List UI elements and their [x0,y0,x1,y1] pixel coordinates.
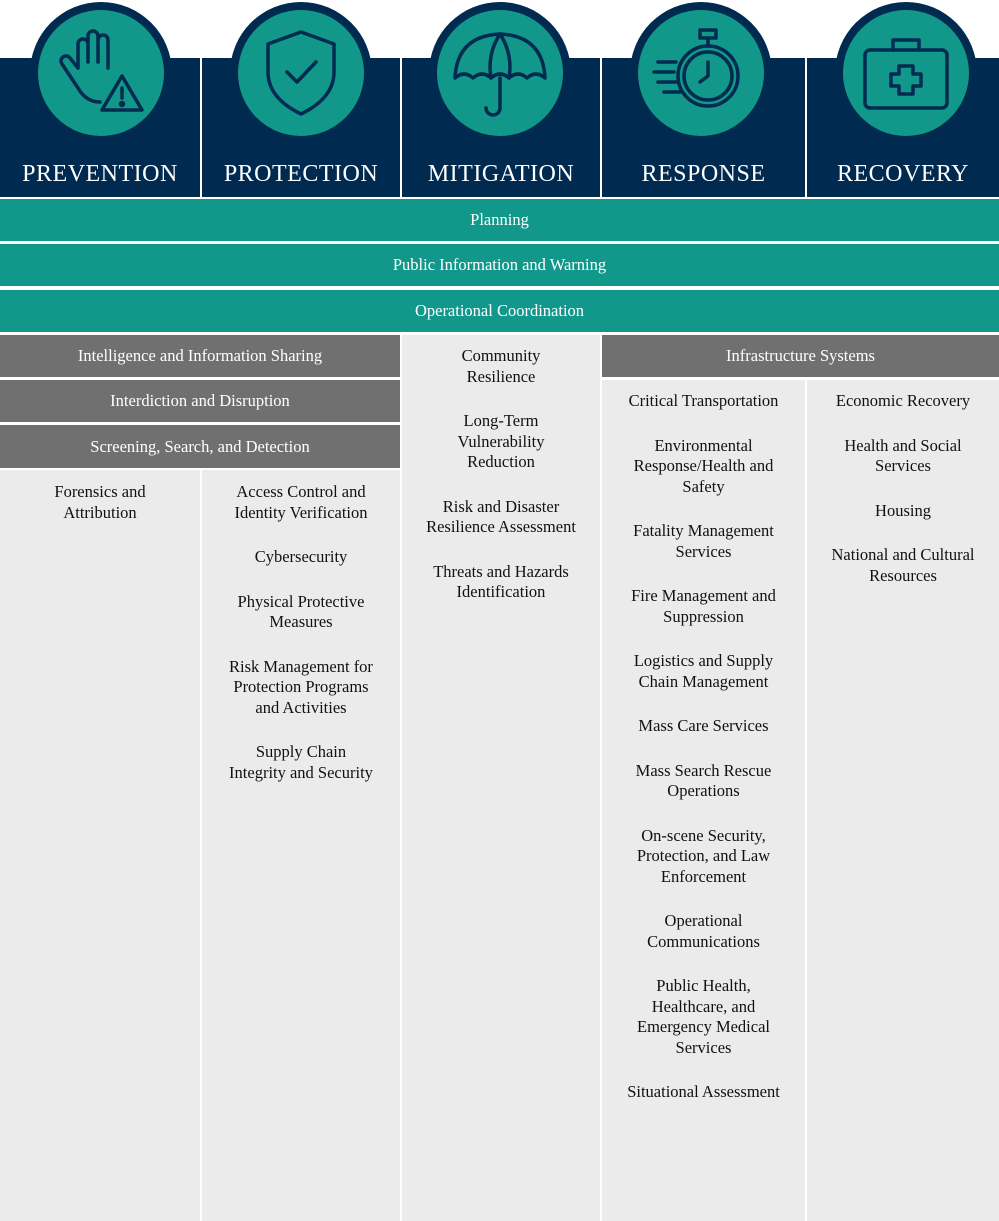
capability-item [610,436,797,498]
capability-intelligence-sharing: Intelligence and Information Sharing [0,335,400,377]
capability-item-line: Communications [647,931,760,951]
prevention-column-bg [0,470,200,1221]
capability-item-line: Resilience [466,366,536,386]
capability-item-line: Risk Management for [229,656,373,676]
capability-item-line: Operational [664,911,743,930]
capability-item-line: Forensics and [54,482,146,501]
capability-item-line: Integrity and Security [229,762,373,782]
capability-item-line: Threats and Hazards [433,561,569,581]
capability-item-line: Fire Management and [631,586,776,605]
capability-operational-coordination: Operational Coordination [0,290,999,332]
capability-item-line: Chain Management [638,671,769,691]
capability-item [210,592,392,633]
capability-item [610,911,797,952]
capability-item-line: Fatality Management [633,521,774,540]
capability-item [610,586,797,627]
capability-item-line: Identity Verification [234,502,368,522]
capability-item-line: National and Cultural [831,545,975,564]
capability-interdiction: Interdiction and Disruption [0,380,400,422]
capability-item-line: On-scene Security, [641,825,766,845]
capability-public-information: Public Information and Warning [0,244,999,286]
capability-item-line: Suppression [663,606,744,626]
capability-item [815,545,991,586]
capability-item-line: Attribution [63,502,137,522]
capability-item [610,521,797,562]
first-aid-kit-icon [843,10,969,136]
capability-item [815,501,991,522]
capability-item-line: Risk and Disaster [442,496,560,516]
capability-item-line: Resources [869,565,937,585]
capability-item-line: Mass Care Services [638,716,769,735]
capability-infrastructure-systems: Infrastructure Systems [602,335,999,377]
capability-item-line: Housing [875,500,931,520]
capability-item [610,1082,797,1103]
response-icon-circle [630,2,772,144]
recovery-list [807,391,999,610]
recovery-icon-circle [835,2,977,144]
capability-screening: Screening, Search, and Detection [0,425,400,468]
capability-item-line: Operations [667,781,740,800]
capability-item-line: Situational Assessment [627,1082,780,1101]
capability-item-line: Reduction [467,452,535,471]
capability-item-line: Services [675,1037,732,1057]
capability-item [610,826,797,888]
capability-item-line: Health and Social [844,435,962,455]
capability-item [410,346,592,387]
mission-label-recovery: RECOVERY [836,161,969,187]
capability-item [815,391,991,412]
prevention-list [0,482,200,547]
capability-item-line: Public Health, [656,976,751,995]
capability-item [410,562,592,603]
capability-item [410,411,592,473]
response-list [602,391,805,1127]
capability-item [210,547,392,568]
mission-label-protection: PROTECTION [223,161,379,187]
capability-item-line: Safety [682,476,725,496]
capability-item-line: Emergency Medical [636,1017,770,1036]
capability-item [610,716,797,737]
capability-item [8,482,192,523]
capability-item [815,436,991,477]
capability-item-line: Enforcement [660,866,747,886]
capability-item [610,976,797,1058]
capability-item-line: Measures [269,612,333,631]
capability-item-line: Environmental [654,435,753,455]
capability-item-line: Identification [456,582,546,601]
capability-item [210,742,392,783]
capability-item [410,497,592,538]
capability-planning: Planning [0,199,999,241]
capability-item-line: Cybersecurity [254,547,348,566]
mission-label-prevention: PREVENTION [22,161,178,187]
shield-check-icon [238,10,364,136]
stopwatch-icon [638,10,764,136]
capability-item [210,657,392,719]
capability-item-line: Services [875,456,931,475]
capability-item [610,391,797,412]
capability-item-line: Vulnerability [457,431,545,451]
capability-item [210,482,392,523]
mission-label-response: RESPONSE [641,161,766,187]
capability-item-line: Logistics and Supply [633,651,774,670]
protection-list [202,482,400,807]
capability-item [610,651,797,692]
mitigation-list [402,346,600,627]
capability-item-line: Mass Search Rescue [635,760,772,780]
capability-item-line: Healthcare, and [651,996,756,1016]
capability-item-line: Long-Term [463,411,539,430]
protection-icon-circle [230,2,372,144]
capability-item-line: Community [461,346,541,365]
capability-item-line: Resilience Assessment [426,517,576,536]
mission-label-mitigation: MITIGATION [427,161,575,187]
capability-item-line: Access Control and [236,482,366,501]
capability-item-line: Protection Programs [233,677,369,696]
mitigation-icon-circle [429,2,571,144]
capability-item-line: Physical Protective [237,591,365,611]
capability-item-line: Response/Health and [633,456,774,475]
umbrella-icon [437,10,563,136]
hand-warning-icon [38,10,164,136]
capability-item-line: and Activities [255,697,347,717]
capability-item-line: Economic Recovery [835,391,971,410]
capability-item-line: Services [675,541,732,561]
capability-item-line: Supply Chain [255,742,347,761]
capability-item-line: Critical Transportation [628,391,779,410]
capability-item-line: Protection, and Law [636,846,771,865]
prevention-icon-circle [30,2,172,144]
capability-item [610,761,797,802]
